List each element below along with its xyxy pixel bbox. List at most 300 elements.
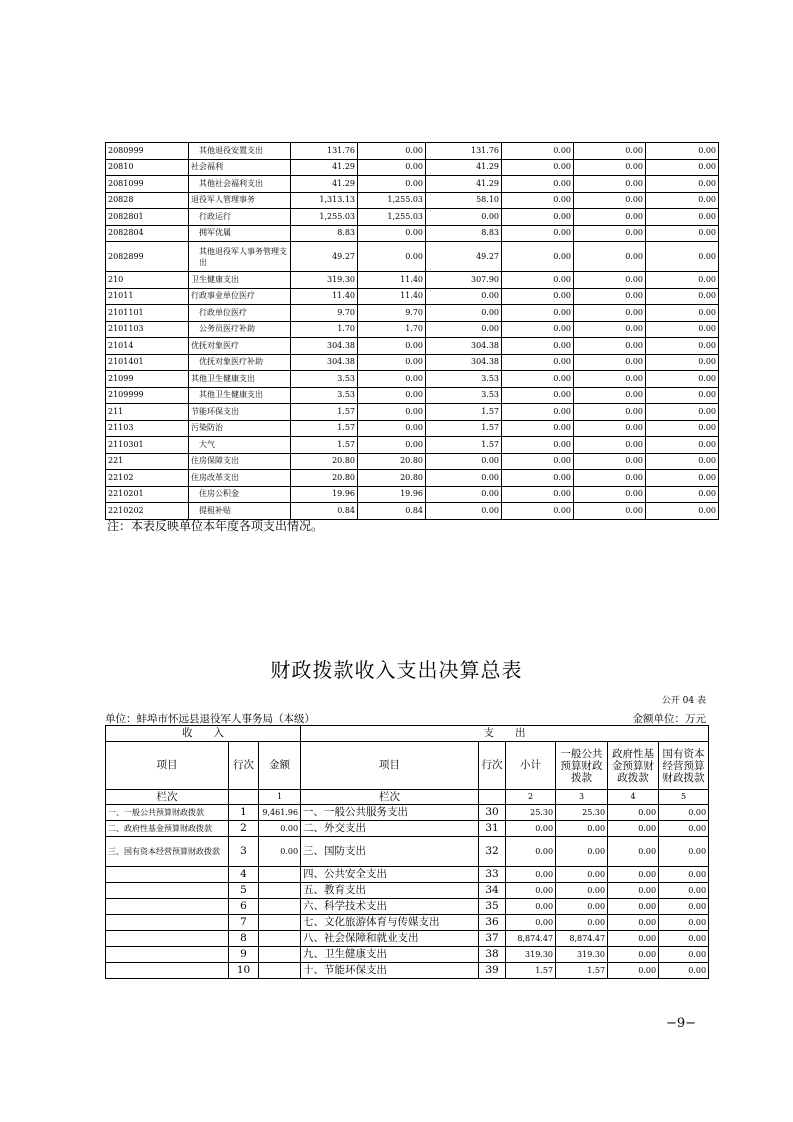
amount-col4: 0.00	[502, 305, 574, 322]
amount-col5: 0.00	[574, 486, 646, 503]
expense-state: 0.00	[659, 883, 709, 899]
amount-col4: 0.00	[502, 192, 574, 209]
table-row	[106, 899, 709, 915]
amount-total: 41.29	[291, 159, 358, 176]
expense-state: 0.00	[659, 899, 709, 915]
function-code: 21011	[106, 288, 189, 305]
table-row	[106, 805, 709, 821]
expense-item: 五、教育支出	[301, 883, 479, 899]
expense-fund: 0.00	[608, 963, 659, 979]
amount-project: 304.38	[426, 354, 502, 371]
amount-col6: 0.00	[646, 470, 719, 487]
amount-col5: 0.00	[574, 305, 646, 322]
amount-col6: 0.00	[646, 371, 719, 388]
expense-general: 0.00	[556, 821, 608, 837]
amount-col4: 0.00	[502, 420, 574, 437]
amount-basic: 0.00	[358, 225, 426, 242]
expense-item: 九、卫生健康支出	[301, 947, 479, 963]
expense-state: 0.00	[659, 821, 709, 837]
table-row	[106, 354, 719, 371]
expense-subtotal: 0.00	[506, 915, 556, 931]
amount-col6: 0.00	[646, 437, 719, 454]
amount-total: 9.70	[291, 305, 358, 322]
amount-col6: 0.00	[646, 225, 719, 242]
amount-project: 0.00	[426, 470, 502, 487]
expense-fund: 0.00	[608, 867, 659, 883]
header-amount: 金额	[259, 742, 301, 790]
column-label: 栏次	[106, 790, 229, 805]
expense-fund: 0.00	[608, 805, 659, 821]
amount-col6: 0.00	[646, 209, 719, 226]
function-name: 其他退役军人事务管理支出	[189, 242, 291, 272]
amount-basic: 11.40	[358, 288, 426, 305]
income-amount: 0.00	[259, 821, 301, 837]
amount-project: 0.00	[426, 321, 502, 338]
amount-project: 0.00	[426, 305, 502, 322]
amount-basic: 20.80	[358, 453, 426, 470]
amount-col5: 0.00	[574, 176, 646, 193]
amount-total: 20.80	[291, 453, 358, 470]
amount-basic: 19.96	[358, 486, 426, 503]
expense-state: 0.00	[659, 805, 709, 821]
amount-col4: 0.00	[502, 437, 574, 454]
function-code: 2082899	[106, 242, 189, 272]
expense-subtotal: 319.30	[506, 947, 556, 963]
amount-basic: 20.80	[358, 470, 426, 487]
expense-fund: 0.00	[608, 821, 659, 837]
amount-basic: 0.00	[358, 354, 426, 371]
function-code: 2210202	[106, 503, 189, 520]
function-code: 2082804	[106, 225, 189, 242]
income-item	[106, 883, 229, 899]
function-name: 其他社会福利支出	[189, 176, 291, 193]
expense-general: 0.00	[556, 899, 608, 915]
amount-col6: 0.00	[646, 272, 719, 289]
amount-total: 1.57	[291, 437, 358, 454]
amount-basic: 0.00	[358, 242, 426, 272]
function-name: 其他退役安置支出	[189, 143, 291, 160]
table-row	[106, 486, 719, 503]
function-name: 社会福利	[189, 159, 291, 176]
expense-line: 32	[479, 837, 506, 867]
amount-total: 304.38	[291, 354, 358, 371]
amount-basic: 0.00	[358, 176, 426, 193]
amount-col4: 0.00	[502, 371, 574, 388]
amount-col4: 0.00	[502, 354, 574, 371]
amount-col6: 0.00	[646, 321, 719, 338]
col-empty2	[479, 790, 506, 805]
amount-project: 41.29	[426, 176, 502, 193]
expense-line: 31	[479, 821, 506, 837]
expense-state: 0.00	[659, 867, 709, 883]
col-3: 3	[556, 790, 608, 805]
amount-col6: 0.00	[646, 354, 719, 371]
table-row	[106, 159, 719, 176]
col-1: 1	[259, 790, 301, 805]
function-code: 221	[106, 453, 189, 470]
function-code: 211	[106, 404, 189, 421]
amount-project: 49.27	[426, 242, 502, 272]
amount-col6: 0.00	[646, 159, 719, 176]
amount-basic: 0.00	[358, 420, 426, 437]
expense-line: 37	[479, 931, 506, 947]
expense-line: 39	[479, 963, 506, 979]
form-number: 公开 04 表	[661, 696, 706, 706]
page-number: −9−	[665, 1016, 696, 1031]
table-row	[106, 470, 719, 487]
function-name: 优抚对象医疗补助	[189, 354, 291, 371]
col-empty	[229, 790, 259, 805]
function-name: 其他卫生健康支出	[189, 371, 291, 388]
amount-col5: 0.00	[574, 192, 646, 209]
table-row	[106, 387, 719, 404]
amount-total: 3.53	[291, 371, 358, 388]
amount-basic: 0.00	[358, 387, 426, 404]
amount-col5: 0.00	[574, 453, 646, 470]
header-item2: 项目	[301, 742, 479, 790]
amount-basic: 0.00	[358, 338, 426, 355]
expense-general: 319.30	[556, 947, 608, 963]
income-line: 7	[229, 915, 259, 931]
expense-state: 0.00	[659, 947, 709, 963]
function-code: 21099	[106, 371, 189, 388]
amount-total: 131.76	[291, 143, 358, 160]
table-row	[106, 192, 719, 209]
function-name: 节能环保支出	[189, 404, 291, 421]
expense-item: 七、文化旅游体育与传媒支出	[301, 915, 479, 931]
function-name: 公务员医疗补助	[189, 321, 291, 338]
income-amount	[259, 899, 301, 915]
table-row	[106, 883, 709, 899]
function-name: 退役军人管理事务	[189, 192, 291, 209]
function-code: 2110301	[106, 437, 189, 454]
expense-subtotal: 0.00	[506, 883, 556, 899]
column-label2: 栏次	[301, 790, 479, 805]
expense-line: 30	[479, 805, 506, 821]
expense-state: 0.00	[659, 915, 709, 931]
income-line: 3	[229, 837, 259, 867]
table-row	[106, 947, 709, 963]
income-item	[106, 867, 229, 883]
table-row	[106, 176, 719, 193]
amount-project: 0.00	[426, 486, 502, 503]
amount-basic: 0.00	[358, 143, 426, 160]
function-code: 2109999	[106, 387, 189, 404]
amount-project: 58.10	[426, 192, 502, 209]
amount-basic: 1,255.03	[358, 192, 426, 209]
amount-col5: 0.00	[574, 338, 646, 355]
amount-basic: 1,255.03	[358, 209, 426, 226]
function-name: 大气	[189, 437, 291, 454]
function-name: 优抚对象医疗	[189, 338, 291, 355]
expenditure-detail-table	[105, 142, 719, 520]
amount-total: 1,313.13	[291, 192, 358, 209]
expense-item: 一、一般公共服务支出	[301, 805, 479, 821]
col-5: 5	[659, 790, 709, 805]
income-item: 二、政府性基金预算财政拨款	[106, 821, 229, 837]
expense-line: 33	[479, 867, 506, 883]
expense-fund: 0.00	[608, 883, 659, 899]
amount-project: 0.00	[426, 288, 502, 305]
expense-line: 36	[479, 915, 506, 931]
amount-col6: 0.00	[646, 242, 719, 272]
header-line: 行次	[229, 742, 259, 790]
table-row	[106, 453, 719, 470]
table-row	[106, 420, 719, 437]
income-item	[106, 931, 229, 947]
table-row	[106, 225, 719, 242]
amount-project: 307.90	[426, 272, 502, 289]
amount-col4: 0.00	[502, 159, 574, 176]
amount-col5: 0.00	[574, 288, 646, 305]
table-row	[106, 915, 709, 931]
table-row	[106, 321, 719, 338]
amount-total: 20.80	[291, 470, 358, 487]
table-row	[106, 288, 719, 305]
function-code: 22102	[106, 470, 189, 487]
function-name: 卫生健康支出	[189, 272, 291, 289]
amount-col5: 0.00	[574, 437, 646, 454]
col-4: 4	[608, 790, 659, 805]
amount-basic: 1.70	[358, 321, 426, 338]
amount-col6: 0.00	[646, 288, 719, 305]
function-code: 2210201	[106, 486, 189, 503]
amount-project: 0.00	[426, 503, 502, 520]
income-amount: 0.00	[259, 837, 301, 867]
col-2: 2	[506, 790, 556, 805]
expense-subtotal: 0.00	[506, 821, 556, 837]
table-row	[106, 338, 719, 355]
function-code: 2101103	[106, 321, 189, 338]
amount-col6: 0.00	[646, 420, 719, 437]
table-row	[106, 272, 719, 289]
amount-col4: 0.00	[502, 404, 574, 421]
income-item	[106, 963, 229, 979]
amount-col5: 0.00	[574, 404, 646, 421]
amount-col6: 0.00	[646, 387, 719, 404]
function-name: 住房改革支出	[189, 470, 291, 487]
amount-basic: 0.00	[358, 404, 426, 421]
table-row	[106, 821, 709, 837]
amount-basic: 11.40	[358, 272, 426, 289]
function-name: 行政事业单位医疗	[189, 288, 291, 305]
amount-total: 304.38	[291, 338, 358, 355]
amount-col5: 0.00	[574, 503, 646, 520]
function-code: 2101101	[106, 305, 189, 322]
amount-project: 1.57	[426, 420, 502, 437]
header-state-capital: 国有资本经营预算财政拨款	[659, 742, 709, 790]
expense-general: 25.30	[556, 805, 608, 821]
amount-total: 3.53	[291, 387, 358, 404]
header-general-budget: 一般公共预算财政拨款	[556, 742, 608, 790]
expense-header: 支 出	[301, 726, 709, 742]
table-row	[106, 371, 719, 388]
expense-general: 0.00	[556, 837, 608, 867]
function-name: 其他卫生健康支出	[189, 387, 291, 404]
expense-item: 四、公共安全支出	[301, 867, 479, 883]
amount-col6: 0.00	[646, 192, 719, 209]
expense-subtotal: 25.30	[506, 805, 556, 821]
amount-total: 49.27	[291, 242, 358, 272]
amount-basic: 0.00	[358, 437, 426, 454]
expense-general: 0.00	[556, 883, 608, 899]
expense-item: 六、科学技术支出	[301, 899, 479, 915]
unit-label: 单位：蚌埠市怀远县退役军人事务局（本级）	[105, 713, 315, 725]
income-line: 4	[229, 867, 259, 883]
amount-col6: 0.00	[646, 305, 719, 322]
income-amount	[259, 963, 301, 979]
expense-general: 0.00	[556, 915, 608, 931]
amount-col4: 0.00	[502, 225, 574, 242]
amount-col6: 0.00	[646, 453, 719, 470]
income-amount	[259, 947, 301, 963]
income-amount: 9,461.96	[259, 805, 301, 821]
money-unit-label: 金额单位：万元	[632, 713, 706, 725]
amount-project: 1.57	[426, 437, 502, 454]
table-row	[106, 143, 719, 160]
amount-basic: 9.70	[358, 305, 426, 322]
amount-col4: 0.00	[502, 387, 574, 404]
expense-general: 0.00	[556, 867, 608, 883]
expense-subtotal: 8,874.47	[506, 931, 556, 947]
expense-subtotal: 0.00	[506, 837, 556, 867]
income-line: 9	[229, 947, 259, 963]
amount-col6: 0.00	[646, 486, 719, 503]
amount-col5: 0.00	[574, 354, 646, 371]
amount-col5: 0.00	[574, 321, 646, 338]
expense-subtotal: 0.00	[506, 867, 556, 883]
expense-general: 8,874.47	[556, 931, 608, 947]
amount-col6: 0.00	[646, 143, 719, 160]
expense-item: 二、外交支出	[301, 821, 479, 837]
expense-fund: 0.00	[608, 947, 659, 963]
expense-line: 34	[479, 883, 506, 899]
function-name: 住房公积金	[189, 486, 291, 503]
table-row	[106, 404, 719, 421]
amount-total: 319.30	[291, 272, 358, 289]
expense-item: 八、社会保障和就业支出	[301, 931, 479, 947]
amount-col6: 0.00	[646, 338, 719, 355]
function-code: 2101401	[106, 354, 189, 371]
expense-fund: 0.00	[608, 899, 659, 915]
amount-col5: 0.00	[574, 371, 646, 388]
function-code: 21103	[106, 420, 189, 437]
expense-state: 0.00	[659, 931, 709, 947]
function-code: 20828	[106, 192, 189, 209]
amount-col5: 0.00	[574, 387, 646, 404]
income-item	[106, 899, 229, 915]
amount-basic: 0.00	[358, 159, 426, 176]
income-line: 8	[229, 931, 259, 947]
table-row	[106, 305, 719, 322]
amount-col5: 0.00	[574, 242, 646, 272]
amount-project: 0.00	[426, 209, 502, 226]
function-code: 2080999	[106, 143, 189, 160]
income-header: 收 入	[106, 726, 301, 742]
table-note: 注：本表反映单位本年度各项支出情况。	[107, 519, 324, 533]
function-code: 2082801	[106, 209, 189, 226]
amount-col5: 0.00	[574, 420, 646, 437]
income-amount	[259, 883, 301, 899]
table-row	[106, 963, 709, 979]
expense-subtotal: 0.00	[506, 899, 556, 915]
page-title: 财政拨款收入支出决算总表	[270, 658, 523, 682]
function-code: 20810	[106, 159, 189, 176]
amount-total: 11.40	[291, 288, 358, 305]
header-line2: 行次	[479, 742, 506, 790]
amount-col4: 0.00	[502, 272, 574, 289]
header-subtotal: 小计	[506, 742, 556, 790]
income-item: 一、一般公共预算财政拨款	[106, 805, 229, 821]
income-line: 2	[229, 821, 259, 837]
amount-col4: 0.00	[502, 176, 574, 193]
amount-basic: 0.00	[358, 371, 426, 388]
amount-total: 1.57	[291, 420, 358, 437]
expense-line: 38	[479, 947, 506, 963]
table-row	[106, 837, 709, 867]
income-line: 5	[229, 883, 259, 899]
amount-col5: 0.00	[574, 159, 646, 176]
table-row	[106, 437, 719, 454]
amount-col4: 0.00	[502, 288, 574, 305]
fiscal-summary-table	[105, 725, 709, 979]
amount-col5: 0.00	[574, 470, 646, 487]
amount-project: 3.53	[426, 371, 502, 388]
expense-item: 十、节能环保支出	[301, 963, 479, 979]
function-name: 行政运行	[189, 209, 291, 226]
table-row	[106, 931, 709, 947]
amount-total: 8.83	[291, 225, 358, 242]
amount-col6: 0.00	[646, 404, 719, 421]
income-item	[106, 915, 229, 931]
amount-project: 131.76	[426, 143, 502, 160]
function-name: 住房保障支出	[189, 453, 291, 470]
expense-line: 35	[479, 899, 506, 915]
function-code: 21014	[106, 338, 189, 355]
amount-total: 19.96	[291, 486, 358, 503]
amount-project: 1.57	[426, 404, 502, 421]
income-amount	[259, 931, 301, 947]
function-code: 2081099	[106, 176, 189, 193]
header-fund-budget: 政府性基金预算财政拨款	[608, 742, 659, 790]
expense-item: 三、国防支出	[301, 837, 479, 867]
amount-col4: 0.00	[502, 338, 574, 355]
expense-fund: 0.00	[608, 931, 659, 947]
income-line: 6	[229, 899, 259, 915]
income-line: 10	[229, 963, 259, 979]
income-line: 1	[229, 805, 259, 821]
amount-total: 0.84	[291, 503, 358, 520]
amount-total: 1,255.03	[291, 209, 358, 226]
amount-col4: 0.00	[502, 453, 574, 470]
income-item	[106, 947, 229, 963]
amount-col4: 0.00	[502, 209, 574, 226]
amount-project: 3.53	[426, 387, 502, 404]
function-name: 拥军优属	[189, 225, 291, 242]
amount-col4: 0.00	[502, 486, 574, 503]
table-row	[106, 242, 719, 272]
table-row	[106, 209, 719, 226]
amount-basic: 0.84	[358, 503, 426, 520]
amount-project: 304.38	[426, 338, 502, 355]
function-name: 行政单位医疗	[189, 305, 291, 322]
amount-col5: 0.00	[574, 209, 646, 226]
amount-project: 8.83	[426, 225, 502, 242]
function-name: 提租补贴	[189, 503, 291, 520]
table-row	[106, 867, 709, 883]
amount-total: 41.29	[291, 176, 358, 193]
function-name: 污染防治	[189, 420, 291, 437]
